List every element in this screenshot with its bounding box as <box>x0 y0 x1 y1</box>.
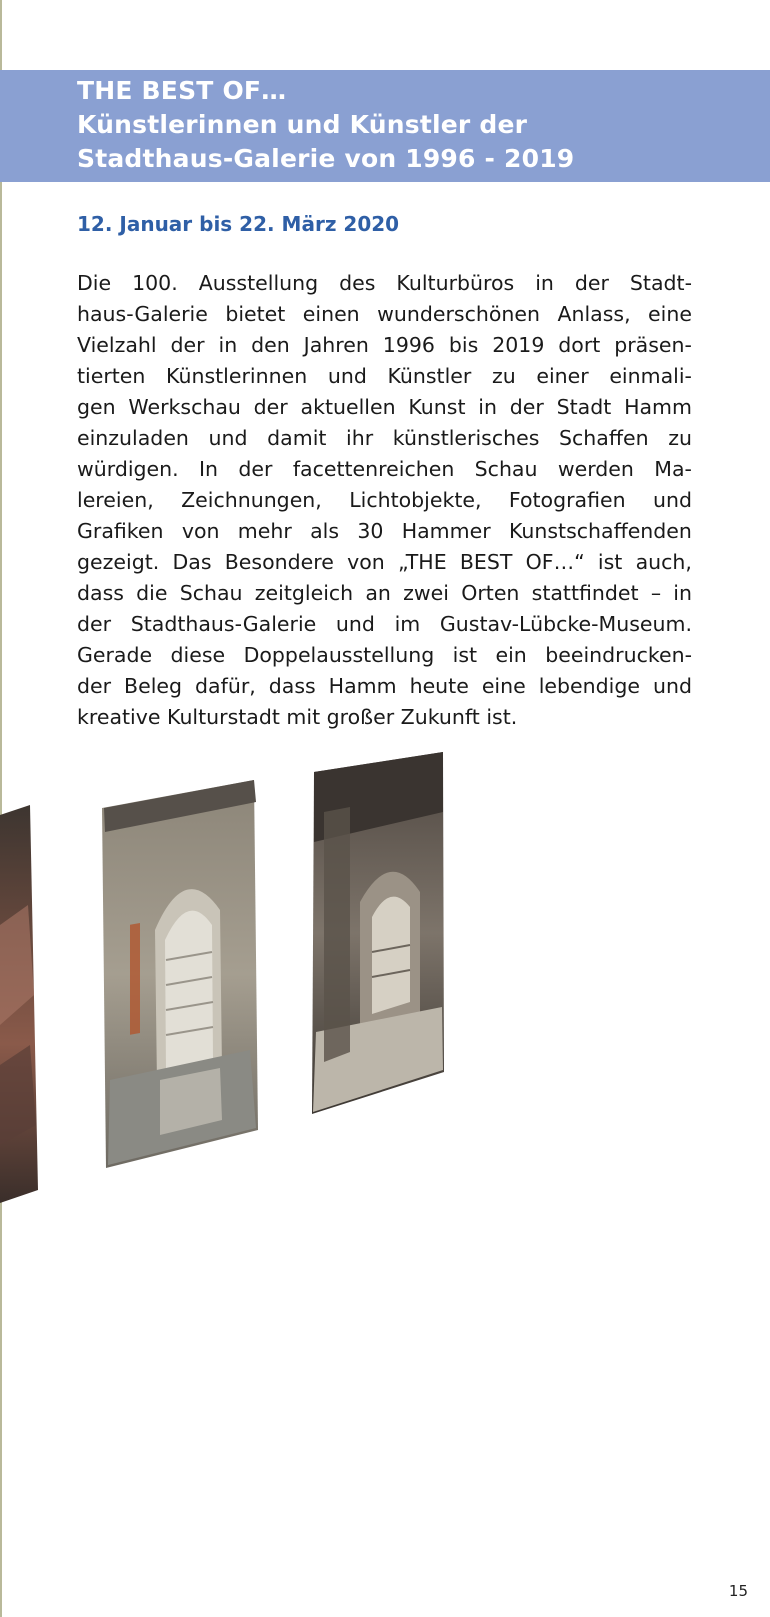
body-line: kreative Kulturstadt mit großer Zukunft ist. <box>77 705 518 729</box>
body-line: Grafiken von mehr als 30 Hammer Kunstschaffenden <box>77 519 692 543</box>
body-paragraph <box>77 268 692 733</box>
artwork-panel-church-window <box>100 780 260 1170</box>
page-number: 15 <box>728 1582 748 1600</box>
exhibition-dates: 12. Januar bis 22. März 2020 <box>77 212 400 236</box>
body-line: Die 100. Ausstellung des Kulturbüros in der Stadt- <box>77 271 692 295</box>
body-line: Gerade diese Doppelausstellung ist ein beeindrucken- <box>77 643 692 667</box>
body-line: würdigen. In der facettenreichen Schau werden Ma- <box>77 457 692 481</box>
body-line: einzuladen und damit ihr künstlerisches Schaffen zu <box>77 426 692 450</box>
header-title-line-2: Künstlerinnen und Künstler der <box>77 110 528 139</box>
body-line: dass die Schau zeitgleich an zwei Orten stattfindet – in <box>77 581 692 605</box>
body-line: gezeigt. Das Besondere von „THE BEST OF…“ ist auch, <box>77 550 692 574</box>
artwork-panel-arched-interior <box>310 752 450 1117</box>
body-line: der Beleg dafür, dass Hamm heute eine lebendige und <box>77 674 692 698</box>
header-title-line-1: THE BEST OF… <box>77 76 287 105</box>
body-line: lereien, Zeichnungen, Lichtobjekte, Fotografien und <box>77 488 692 512</box>
header-band <box>0 70 770 182</box>
artwork-panel-left-cropped <box>0 805 40 1205</box>
body-line: tierten Künstlerinnen und Künstler zu einer einmali- <box>77 364 692 388</box>
body-line: der Stadthaus-Galerie und im Gustav-Lübcke-Museum. <box>77 612 692 636</box>
body-line: haus-Galerie bietet einen wunderschönen Anlass, eine <box>77 302 692 326</box>
body-line: Vielzahl der in den Jahren 1996 bis 2019 dort präsen- <box>77 333 692 357</box>
body-line: gen Werkschau der aktuellen Kunst in der Stadt Hamm <box>77 395 692 419</box>
header-title-line-3: Stadthaus-Galerie von 1996 - 2019 <box>77 144 575 173</box>
